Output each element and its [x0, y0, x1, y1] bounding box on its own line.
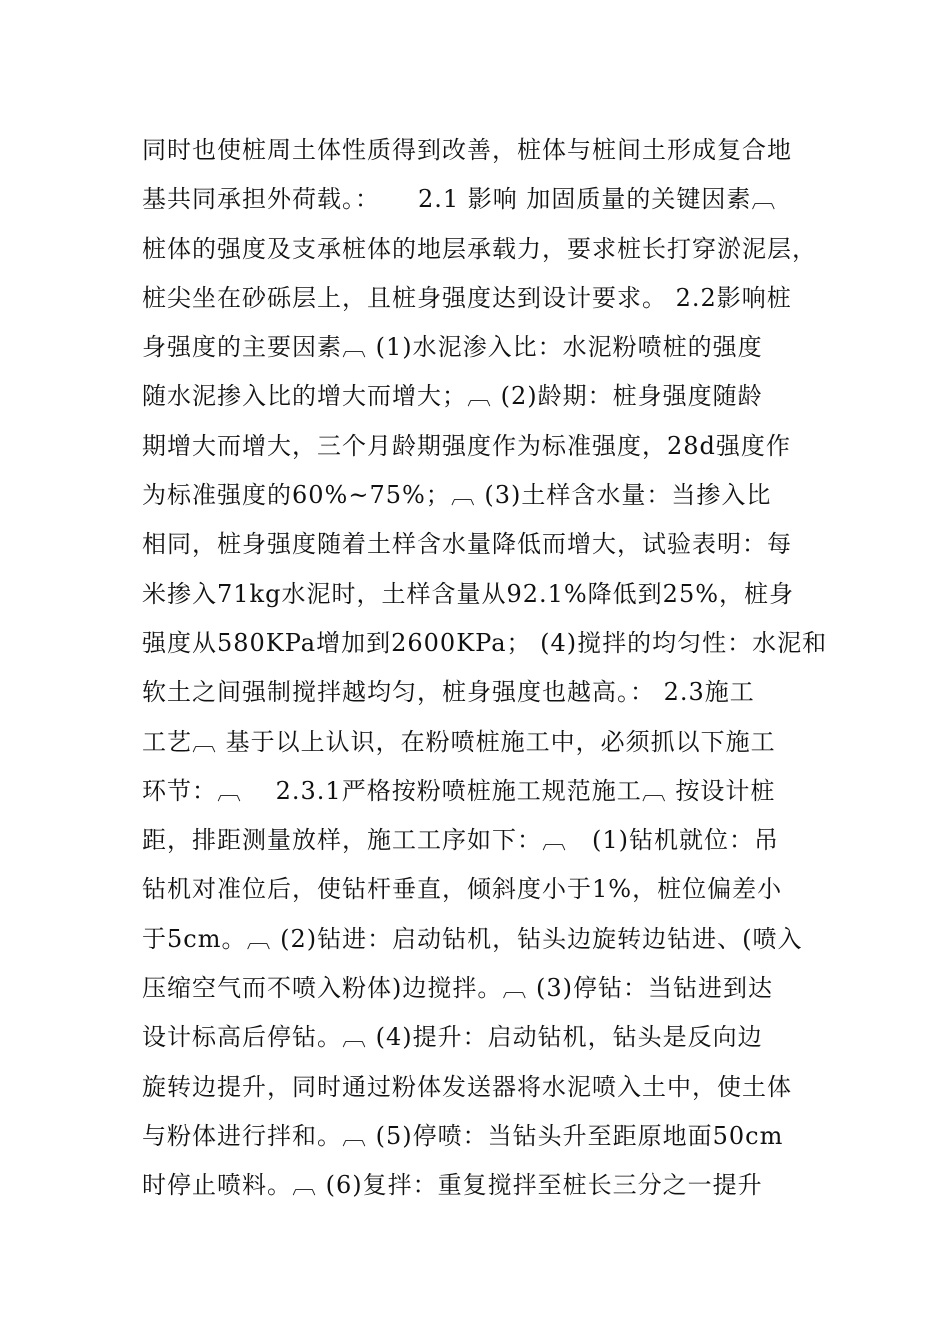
text-line: 身强度的主要因素︹ (1)水泥渗入比：水泥粉喷桩的强度 [142, 333, 763, 362]
text-line: 桩尖坐在砂砾层上，且桩身强度达到设计要求。 2.2影响桩 [142, 283, 792, 312]
text-line: 软土之间强制搅拌越均匀，桩身强度也越高。： 2.3施工 [142, 678, 755, 707]
text-line: 设计标高后停钻。︹ (4)提升：启动钻机，钻头是反向边 [142, 1023, 763, 1052]
text-line: 期增大而增大，三个月龄期强度作为标准强度，28d强度作 [142, 431, 791, 460]
text-line: 环节：︹ 2.3.1严格按粉喷桩施工规范施工︹ 按设计桩 [142, 776, 776, 805]
text-line: 为标准强度的60%~75%；︹ (3)土样含水量：当掺入比 [142, 481, 772, 510]
text-line: 与粉体进行拌和。︹ (5)停喷：当钻头升至距原地面50cm [142, 1121, 784, 1150]
text-line: 工艺︹ 基于以上认识，在粉喷桩施工中，必须抓以下施工 [142, 727, 776, 756]
text-line: 米掺入71kg水泥时，土样含量从92.1%降低到25%，桩身 [142, 579, 795, 608]
text-line: 时停止喷料。︹ (6)复拌：重复搅拌至桩长三分之一提升 [142, 1171, 763, 1200]
text-line: 于5cm。︹ (2)钻进：启动钻机，钻头边旋转边钻进、(喷入 [142, 924, 803, 953]
text-line: 桩体的强度及支承桩体的地层承载力，要求桩长打穿淤泥层， [142, 234, 817, 263]
body-text [142, 126, 842, 1211]
text-line: 相同，桩身强度随着土样含水量降低而增大，试验表明：每 [142, 530, 792, 559]
text-line: 钻机对准位后，使钻杆垂直，倾斜度小于1%，桩位偏差小 [142, 875, 783, 904]
text-line: 旋转边提升，同时通过粉体发送器将水泥喷入土中，使土体 [142, 1072, 792, 1101]
text-line: 压缩空气而不喷入粉体)边搅拌。︹ (3)停钻：当钻进到达 [142, 974, 773, 1003]
text-line: 随水泥掺入比的增大而增大；︹ (2)龄期：桩身强度随龄 [142, 382, 763, 411]
text-line: 同时也使桩周土体性质得到改善，桩体与桩间土形成复合地 [142, 136, 792, 164]
text-line: 基共同承担外荷载。： 2.1 影响 加固质量的关键因素︹ [142, 185, 777, 214]
text-line: 强度从580KPa增加到2600KPa； (4)搅拌的均匀性：水泥和 [142, 628, 828, 657]
text-line: 距，排距测量放样，施工工序如下：︹ (1)钻机就位：吊 [142, 826, 779, 855]
